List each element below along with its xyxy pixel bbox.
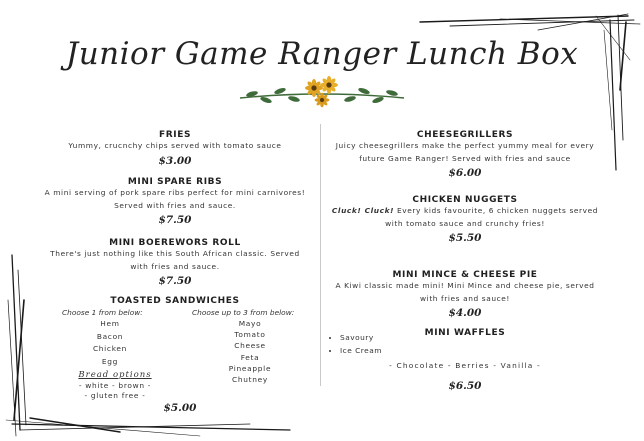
menu-item-toasted-sandwiches bbox=[40, 296, 310, 306]
menu-item-chicken-nuggets bbox=[330, 195, 600, 244]
item-name: TOASTED SANDWICHES bbox=[110, 296, 240, 306]
waffle-option: • Ice Cream bbox=[340, 346, 428, 355]
filling-list-three bbox=[210, 319, 290, 386]
item-price: $5.50 bbox=[448, 232, 482, 244]
filling-option: Egg bbox=[101, 356, 119, 366]
item-description bbox=[330, 205, 600, 230]
filling-option: Pineapple bbox=[228, 363, 272, 373]
item-price: $5.00 bbox=[163, 402, 197, 414]
menu-item-boerewors bbox=[40, 238, 310, 287]
bread-options-label: Bread options bbox=[78, 370, 152, 380]
filling-option: Mayo bbox=[238, 319, 262, 328]
filling-list-one bbox=[70, 319, 150, 369]
menu-item-spare-ribs bbox=[40, 177, 310, 226]
filling-option: Tomato bbox=[234, 330, 266, 340]
filling-option: Hem bbox=[100, 319, 120, 328]
menu-title: Junior Game Ranger Lunch Box bbox=[65, 36, 579, 72]
waffle-options bbox=[328, 333, 428, 359]
item-name: MINI WAFFLES bbox=[424, 328, 506, 338]
item-description: Yummy, crucnchy chips served with tomato sauce bbox=[68, 141, 282, 150]
filling-option: Feta bbox=[240, 352, 260, 362]
item-description: Juicy cheesegrillers make the perfect yummy meal for every future Game Ranger! Served with fries and sauce bbox=[335, 141, 595, 163]
item-name: FRIES bbox=[158, 130, 192, 140]
item-price: $6.00 bbox=[448, 167, 482, 179]
item-description-text: Every kids favourite, 6 chicken nuggets served with tomato sauce and crunchy fries! bbox=[385, 206, 599, 228]
filling-option: Chicken bbox=[92, 344, 128, 353]
item-name: MINI MINCE & CHEESE PIE bbox=[392, 270, 538, 280]
item-description: A Kiwi classic made mini! Mini Mince and cheese pie, served with fries and sauce! bbox=[335, 281, 595, 303]
waffle-option: • Savoury bbox=[340, 333, 428, 342]
item-description: There's just nothing like this South African classic. Served with fries and sauce. bbox=[50, 249, 300, 271]
item-name: MINI BOEREWORS ROLL bbox=[109, 238, 241, 248]
item-name: CHICKEN NUGGETS bbox=[412, 195, 518, 205]
item-name: CHEESEGRILLERS bbox=[416, 130, 514, 140]
sunflower-vine-icon bbox=[232, 76, 412, 110]
bread-options bbox=[60, 370, 170, 400]
item-price: $3.00 bbox=[158, 154, 192, 167]
waffle-flavours: - Chocolate - Berries - Vanilla - bbox=[389, 361, 541, 370]
choose-one-label: Choose 1 from below: bbox=[62, 308, 143, 317]
item-description-emphasis: Cluck! Cluck! bbox=[331, 206, 395, 215]
menu-item-mince-pie bbox=[330, 270, 600, 319]
item-name: MINI SPARE RIBS bbox=[127, 177, 223, 187]
item-price: $7.50 bbox=[158, 275, 192, 287]
filling-option: Bacon bbox=[96, 331, 124, 341]
bread-options-line: - gluten free - bbox=[84, 391, 146, 400]
menu-item-cheesegrillers bbox=[330, 130, 600, 179]
filling-option: Cheese bbox=[234, 341, 266, 351]
item-description: A mini serving of pork spare ribs perfect for mini carnivores! Served with fries and sauce. bbox=[44, 188, 306, 210]
choose-three-label: Choose up to 3 from below: bbox=[192, 308, 295, 317]
item-price: $6.50 bbox=[448, 380, 482, 392]
menu-item-fries bbox=[40, 130, 310, 167]
bread-options-line: - white - brown - bbox=[78, 381, 152, 390]
item-price: $4.00 bbox=[448, 307, 482, 319]
item-price: $7.50 bbox=[158, 214, 192, 226]
column-divider bbox=[320, 124, 321, 386]
filling-option: Chutney bbox=[232, 374, 268, 384]
